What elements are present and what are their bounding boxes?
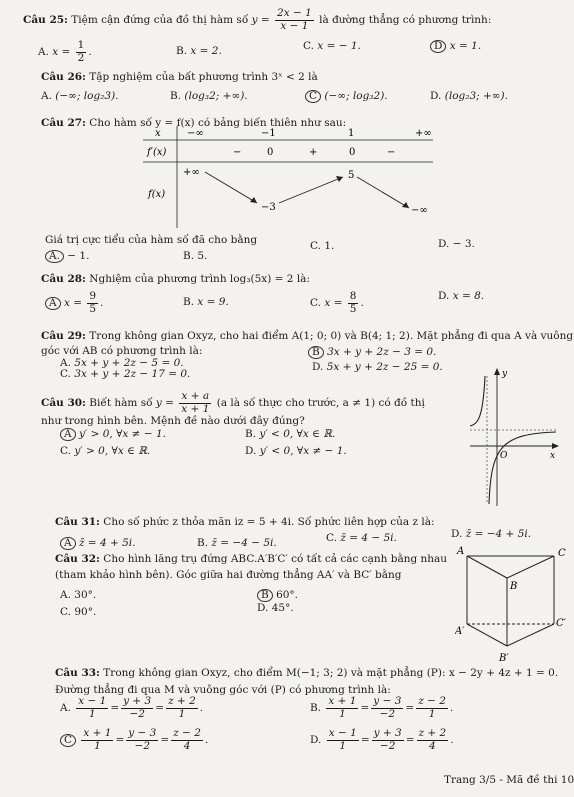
vt-f-plus-inf: +∞ (183, 167, 200, 178)
q33-a-eq2: = (155, 702, 165, 715)
vt-f-minus-inf: −∞ (411, 205, 428, 216)
q32-c-letter: C. (60, 606, 71, 618)
q32-b-letter: B (257, 589, 273, 602)
q29-option-d (312, 361, 443, 374)
q27-option-d (438, 238, 475, 251)
q31-a-letter: A (60, 537, 76, 550)
q25-fraction (275, 8, 314, 32)
q27-d-letter: D. (438, 238, 450, 250)
q33-b-d3: 1 (428, 707, 436, 720)
q28-text: Nghiệm của phương trình log₃(5x) = 2 là: (89, 273, 310, 285)
q33-d-eq2: = (405, 734, 415, 747)
vt-f-minus-three: −3 (261, 202, 276, 213)
q25-text-a: Tiệm cận đứng của đồ thị hàm số (71, 14, 249, 27)
q33-c-frac-3 (171, 728, 203, 752)
q33-a-frac-2 (121, 696, 153, 720)
q31-option-b (197, 537, 277, 550)
q26-b-val: (log₃2; +∞). (184, 90, 248, 102)
q32-option-d (257, 602, 294, 615)
q32-stem-line2 (55, 569, 401, 582)
q31-c-val: z̄ = 4 − 5i. (340, 532, 397, 544)
q28-a-post: . (100, 297, 104, 310)
vt-x-minus-one: −1 (261, 128, 276, 139)
q30-c-letter: C. (60, 445, 71, 457)
q28-c-frac (348, 291, 359, 315)
q33-b-eq2: = (405, 702, 415, 715)
q26-option-d (430, 90, 508, 103)
q27-c-letter: C. (310, 240, 321, 252)
q29-d-val: 5x + y + 2z − 25 = 0. (326, 361, 443, 373)
q26-stem (41, 71, 318, 84)
q33-a-d1: 1 (88, 707, 96, 720)
q32-a-val: 30°. (74, 589, 97, 601)
q33-b-letter: B. (310, 702, 322, 715)
q26-label: Câu 26: (41, 71, 86, 83)
q27-text: Cho hàm số y = f(x) có bảng biến thiên như sau: (89, 117, 347, 129)
q33-c-d1: 1 (94, 739, 101, 752)
q27-c-val: 1. (324, 240, 335, 252)
q32-d-val: 45°. (271, 602, 294, 614)
q25-option-d (430, 40, 481, 53)
q31-b-val: z̄ = −4 − 5i. (211, 537, 277, 549)
q33-d-frac-2 (372, 728, 404, 752)
q26-c-val: (−∞; log₃2). (324, 90, 388, 102)
q30-d-val: y′ < 0, ∀x ≠ − 1. (259, 445, 347, 457)
q29-option-b (308, 346, 436, 359)
q32-a-letter: A. (60, 589, 71, 601)
q25-fy: y = (251, 14, 270, 27)
q25-option-b (176, 45, 222, 58)
q28-b-val: x = 9. (197, 296, 229, 308)
q26-a-letter: A. (41, 90, 52, 102)
vt-arrow-down-2 (357, 177, 409, 208)
q28-option-c (310, 291, 364, 315)
vt-sign-3: − (387, 147, 396, 158)
graph-branch-right (489, 432, 556, 504)
vt-zero-1: 0 (267, 147, 274, 158)
prism-label-a-prime: A′ (455, 626, 465, 637)
q28-a-letter: A (45, 297, 61, 310)
q31-c-letter: C. (326, 532, 337, 544)
prism-label-b-prime: B′ (499, 653, 509, 664)
vt-fprime-label: f′(x) (147, 147, 167, 158)
q30-a-val: y′ > 0, ∀x ≠ − 1. (78, 428, 166, 440)
q25-a-den: 2 (77, 51, 85, 64)
q33-c-n1: x + 1 (83, 727, 112, 739)
q33-line2: Đường thẳng đi qua M và vuông góc với (P) có phương trình là: (55, 684, 391, 696)
q33-d-end: . (450, 734, 454, 747)
prism-label-c-prime: C′ (556, 618, 566, 629)
q31-option-d (451, 528, 531, 541)
q28-c-pre: x = (324, 297, 343, 310)
q30-den: x + 1 (181, 402, 210, 415)
q33-d-n3: z + 2 (418, 727, 447, 739)
q33-b-n3: z − 2 (418, 695, 446, 707)
q27-question (45, 234, 257, 247)
q26-option-b (170, 90, 248, 103)
q28-c-post: . (360, 297, 364, 310)
q32-option-b (257, 589, 298, 602)
q31-option-a (60, 537, 135, 550)
q33-d-eq1: = (360, 734, 370, 747)
prism-label-a: A (457, 546, 465, 557)
q30-num: x + a (179, 391, 211, 404)
q27-a-val: − 1. (67, 250, 90, 262)
q33-d-d1: 1 (339, 739, 347, 752)
q25-d-val: x = 1. (449, 40, 482, 52)
q31-a-val: z̄ = 4 + 5i. (78, 537, 136, 549)
q28-c-letter: C. (310, 297, 321, 310)
vt-f-five: 5 (348, 170, 355, 181)
q32-option-c (60, 606, 96, 619)
q33-option-a (60, 696, 203, 720)
q31-label: Câu 31: (55, 516, 100, 528)
q33-b-frac-2 (371, 696, 403, 720)
q25-label: Câu 25: (23, 14, 68, 27)
q25-b-letter: B. (176, 45, 188, 57)
q30-stem (41, 391, 425, 415)
q33-a-n1: x − 1 (78, 695, 107, 707)
q28-d-letter: D. (438, 290, 450, 302)
q33-b-eq1: = (360, 702, 370, 715)
q32-d-letter: D. (257, 602, 269, 614)
q29-c-val: 3x + y + 2z − 17 = 0. (74, 368, 191, 380)
vt-f-label: f(x) (148, 189, 166, 200)
q27-b-val: 5. (197, 250, 208, 262)
graph-y-label: y (502, 369, 508, 379)
q25-option-a (38, 40, 92, 64)
q30-fy: y = (155, 397, 174, 410)
variation-table (143, 126, 433, 228)
q26-a-val: (−∞; log₂3). (55, 90, 119, 102)
q30-stem-line2 (41, 415, 305, 428)
q32-line2: (tham khảo hình bên). Góc giữa hai đường thẳng AA′ và BC′ bằng (55, 569, 402, 581)
q33-b-frac-3 (416, 696, 448, 720)
q33-c-letter: C (60, 734, 76, 747)
q27-option-b (183, 250, 207, 263)
q29-d-letter: D. (312, 361, 324, 373)
q25-stem (23, 8, 491, 32)
q26-option-a (41, 90, 119, 103)
q33-c-eq1: = (115, 734, 125, 747)
q30-option-d (245, 445, 347, 458)
q28-option-d (438, 290, 484, 303)
q29-c-letter: C. (60, 368, 71, 380)
q30-option-a (60, 428, 166, 441)
q27-option-a (45, 250, 89, 263)
q30-label: Câu 30: (41, 397, 86, 410)
q32-label: Câu 32: (55, 553, 100, 565)
q28-option-b (183, 296, 229, 309)
q26-text: Tập nghiệm của bất phương trình 3ˣ < 2 là (89, 71, 318, 83)
q29-option-c (60, 368, 190, 381)
q28-option-a (45, 291, 103, 315)
q26-c-letter: C (305, 90, 321, 103)
q33-option-d (310, 728, 454, 752)
q30-text-b: (a là số thực cho trước, a ≠ 1) có đồ thị (216, 397, 425, 410)
q33-stem-line1 (55, 667, 558, 680)
q33-d-d3: 4 (429, 739, 436, 752)
q29-a-val: 5x + y + 2z − 5 = 0. (74, 357, 184, 369)
vt-x-one: 1 (348, 128, 355, 139)
q27-option-c (310, 240, 334, 253)
q31-d-letter: D. (451, 528, 463, 540)
q33-d-n1: x − 1 (328, 727, 357, 739)
q29-stem-line1 (41, 330, 573, 343)
q33-a-d3: 1 (178, 707, 186, 720)
q29-line2: góc với AB có phương trình là: (41, 345, 203, 357)
q33-b-d2: −2 (379, 707, 396, 720)
q32-option-a (60, 589, 96, 602)
q32-stem-line1 (55, 553, 447, 566)
q25-num: 2x − 1 (277, 7, 312, 19)
q29-line1: Trong không gian Oxyz, cho hai điểm A(1; 0; 0) và B(4; 1; 2). Mặt phẳng đi qua A và vuông (89, 330, 574, 342)
q25-a-pre: x = (52, 46, 71, 59)
q28-a-den: 5 (89, 302, 97, 315)
q33-b-n2: y − 3 (373, 695, 402, 707)
q33-b-n1: x + 1 (328, 695, 357, 707)
q31-b-letter: B. (197, 537, 209, 549)
q28-a-pre: x = (63, 297, 82, 310)
q25-c-letter: C. (303, 40, 314, 52)
q29-b-val: 3x + y + 2z − 3 = 0. (327, 346, 437, 358)
q30-option-c (60, 445, 150, 458)
prism-label-c: C (558, 548, 566, 559)
q30-option-b (245, 428, 335, 441)
q29-b-letter: B (308, 346, 324, 359)
q30-b-val: y′ < 0, ∀x ∈ ℝ. (259, 428, 336, 440)
q25-a-num: 1 (77, 39, 85, 51)
q31-option-c (326, 532, 397, 545)
prism-figure (455, 542, 570, 664)
q28-a-frac (87, 291, 98, 315)
q32-c-val: 90°. (74, 606, 97, 618)
q33-a-frac-1 (76, 696, 108, 720)
q28-b-letter: B. (183, 296, 195, 308)
q28-stem (41, 273, 310, 286)
q33-a-n3: z + 2 (168, 695, 196, 707)
graph-branch-left (470, 376, 485, 426)
q25-option-c (303, 40, 361, 53)
q30-a-letter: A (60, 428, 76, 441)
q25-a-letter: A. (38, 46, 49, 59)
q27-question-text: Giá trị cực tiểu của hàm số đã cho bằng (45, 234, 258, 246)
q33-c-d2: −2 (134, 739, 151, 752)
q33-a-letter: A. (60, 702, 71, 715)
q25-text-b: là đường thẳng có phương trình: (319, 14, 492, 27)
q33-option-b (310, 696, 453, 720)
vt-arrow-up (279, 177, 343, 203)
q33-option-c (60, 728, 208, 752)
q31-stem (55, 516, 435, 529)
q33-label: Câu 33: (55, 667, 100, 679)
graph-origin-label: O (500, 451, 508, 461)
q33-c-n3: z − 2 (173, 727, 201, 739)
q33-c-frac-2 (126, 728, 158, 752)
q27-d-val: − 3. (452, 238, 475, 250)
q32-b-val: 60°. (276, 589, 299, 601)
q33-a-end: . (199, 702, 204, 715)
q30-fraction (179, 391, 211, 415)
q33-b-frac-1 (326, 696, 358, 720)
q33-b-end: . (449, 702, 454, 715)
q26-d-letter: D. (430, 90, 442, 102)
q27-label: Câu 27: (41, 117, 86, 129)
vt-x-neg-inf: −∞ (187, 128, 204, 139)
q30-d-letter: D. (245, 445, 257, 457)
q31-d-val: z̄ = −4 + 5i. (465, 528, 532, 540)
q33-line1: Trong không gian Oxyz, cho điểm M(−1; 3; 2) và mặt phẳng (P): x − 2y + 4z + 1 = 0. (103, 667, 559, 679)
vt-x-pos-inf: +∞ (415, 128, 432, 139)
q33-c-end: . (204, 734, 209, 747)
q25-b-val: x = 2. (190, 45, 222, 57)
q30-c-val: y′ > 0, ∀x ∈ ℝ. (74, 445, 151, 457)
q33-a-d2: −2 (129, 707, 145, 720)
q30-b-letter: B. (245, 428, 257, 440)
q30-line2: như trong hình bên. Mệnh đề nào dưới đây đúng? (41, 415, 305, 427)
q33-a-n2: y + 3 (123, 695, 152, 707)
q32-line1: Cho hình lăng trụ đứng ABC.A′B′C′ có tất cả các cạnh bằng nhau (103, 553, 448, 565)
q29-label: Câu 29: (41, 330, 86, 342)
q25-d-letter: D (430, 40, 446, 53)
q33-d-frac-1 (327, 728, 359, 752)
q28-d-val: x = 8. (452, 290, 485, 302)
vt-arrow-down-1 (205, 172, 257, 203)
vt-zero-2: 0 (349, 147, 356, 158)
q33-c-frac-1 (81, 728, 113, 752)
q28-a-num: 9 (89, 290, 97, 302)
graph-x-label: x (550, 451, 556, 461)
q25-a-post: . (88, 46, 92, 59)
q28-c-num: 8 (349, 290, 357, 302)
q26-b-letter: B. (170, 90, 182, 102)
vt-sign-2: + (309, 147, 318, 158)
q28-label: Câu 28: (41, 273, 86, 285)
function-graph (468, 366, 560, 508)
q26-d-val: (log₂3; +∞). (444, 90, 508, 102)
q33-d-n2: y + 3 (373, 727, 402, 739)
q31-text: Cho số phức z thỏa mãn iz = 5 + 4i. Số phức liên hợp của z là: (103, 516, 435, 528)
q28-c-den: 5 (349, 302, 357, 315)
q33-c-eq2: = (160, 734, 170, 747)
page-footer (444, 774, 574, 787)
q25-den: x − 1 (280, 19, 309, 32)
q33-c-n2: y − 3 (128, 727, 157, 739)
q27-a-letter: A. (45, 250, 64, 263)
q30-text-a: Biết hàm số (89, 397, 153, 410)
q25-a-frac (76, 40, 87, 64)
q33-d-d2: −2 (379, 739, 396, 752)
vt-x-label: x (155, 128, 161, 139)
prism-label-b: B (510, 581, 518, 592)
q26-option-c (305, 90, 388, 103)
q33-a-eq1: = (110, 702, 120, 715)
q27-b-letter: B. (183, 250, 195, 262)
q25-c-val: x = − 1. (317, 40, 361, 52)
q33-d-frac-3 (417, 728, 449, 752)
q33-b-d1: 1 (339, 707, 346, 720)
q29-a-letter: A. (60, 357, 71, 369)
vt-sign-1: − (233, 147, 242, 158)
q33-a-frac-3 (166, 696, 198, 720)
q33-c-d3: 4 (183, 739, 191, 752)
q33-d-letter: D. (310, 734, 322, 747)
page-footer-text: Trang 3/5 - Mã đề thi 10 (444, 774, 574, 786)
q29-stem-line2 (41, 345, 202, 358)
